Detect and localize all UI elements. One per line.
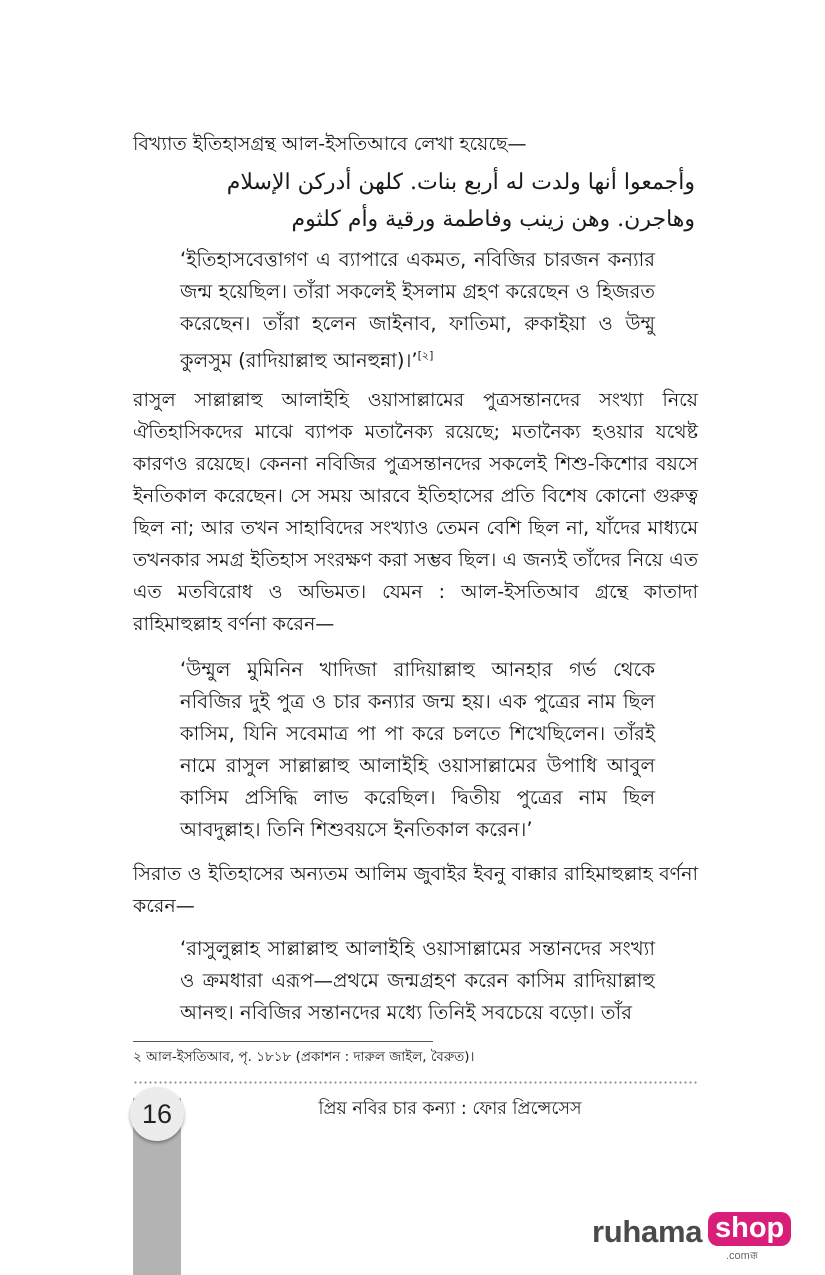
quote-3: ‘রাসুলুল্লাহ সাল্লাল্লাহু আলাইহি ওয়াসাল্লামের সন্তানদের সংখ্যা ও ক্রমধারা এরূপ—প্রথমে জন্মগ্রহণ করেন কাসিম রাদিয়াল্লাহু আনহু। নবিজির সন্তানদের মধ্যে তিনিই সবচেয়ে বড়ো। তাঁর xyxy=(180,937,655,1024)
quote-1-text: ‘ইতিহাসবেত্তাগণ এ ব্যাপারে একমত, নবিজির চারজন কন্যার জন্ম হয়েছিল। তাঁরা সকলেই ইসলাম গ্রহণ করেছেন ও হিজরত করেছেন। তাঁরা হলেন জাইনাব, ফাতিমা, রুকাইয়া ও উম্মু কুলসুম (রাদিয়াল্লাহু আনহুন্না)।’ xyxy=(180,248,655,372)
quote-1 xyxy=(180,244,655,377)
paragraph-2: সিরাত ও ইতিহাসের অন্যতম আলিম জুবাইর ইবনু বাক্কার রাহিমাহুল্লাহ বর্ণনা করেন— xyxy=(133,863,698,917)
page-number: 16 xyxy=(130,1087,184,1141)
arabic-quote-line-1: وأجمعوا أنها ولدت له أربع بنات. كلهن أدركن الإسلام xyxy=(226,170,695,195)
footnote-divider xyxy=(133,1041,433,1042)
quote-2: ‘উম্মুল মুমিনিন খাদিজা রাদিয়াল্লাহু আনহার গর্ভ থেকে নবিজির দুই পুত্র ও চার কন্যার জন্ম হয়। এক পুত্রের নাম ছিল কাসিম, যিনি সবেমাত্র পা পা করে চলতে শিখেছিলেন। তাঁরই নামে রাসুল সাল্লাল্লাহু আলাইহি ওয়াসাল্লামের উপাধি আবুল কাসিম প্রসিদ্ধি লাভ করেছিল। দ্বিতীয় পুত্রের নাম ছিল আবদুল্লাহ। তিনি শিশুবয়সে ইনতিকাল করেন।’ xyxy=(180,658,655,841)
logo-ruhama-text: ruhama xyxy=(592,1214,703,1249)
ruhamashop-logo xyxy=(592,1212,792,1260)
footer-dotted-divider xyxy=(133,1081,698,1084)
footnote: ২ আল-ইসতিআব, পৃ. ১৮১৮ (প্রকাশন : দারুল জাইল, বৈরুত)। xyxy=(133,1049,475,1065)
arabic-quote-line-2: وهاجرن. وهن زينب وفاطمة ورقية وأم كلثوم xyxy=(291,207,695,232)
intro-line: বিখ্যাত ইতিহাসগ্রন্থ আল-ইসতিআবে লেখা হয়েছে— xyxy=(133,133,527,155)
running-title: প্রিয় নবির চার কন্যা : ফোর প্রিন্সেসেস xyxy=(318,1099,582,1119)
paragraph-1: রাসুল সাল্লাল্লাহু আলাইহি ওয়াসাল্লামের পুত্রসন্তানদের সংখ্যা নিয়ে ঐতিহাসিকদের মাঝে ব্যাপক মতানৈক্য রয়েছে; মতানৈক্য হওয়ার যথেষ্ট কারণও রয়েছে। কেননা নবিজির পুত্রসন্তানদের সকলেই শিশু-কিশোর বয়সে ইনতিকাল করেছেন। সে সময় আরবে ইতিহাসের প্রতি বিশেষ কোনো গুরুত্ব ছিল না; আর তখন সাহাবিদের সংখ্যাও তেমন বেশি ছিল না, যাঁদের মাধ্যমে তখনকার সমগ্র ইতিহাস সংরক্ষণ করা সম্ভব ছিল। এ জন্যই তাঁদের নিয়ে এত এত মতবিরোধ ও অভিমত। যেমন : আল-ইসতিআব গ্রন্থে কাতাদা রাহিমাহুল্লাহ বর্ণনা করেন— xyxy=(133,389,698,635)
logo-com-text: .comক্ক xyxy=(726,1250,758,1262)
logo-shop-badge: shop xyxy=(708,1212,791,1246)
footnote-marker[interactable]: [২] xyxy=(417,349,434,362)
